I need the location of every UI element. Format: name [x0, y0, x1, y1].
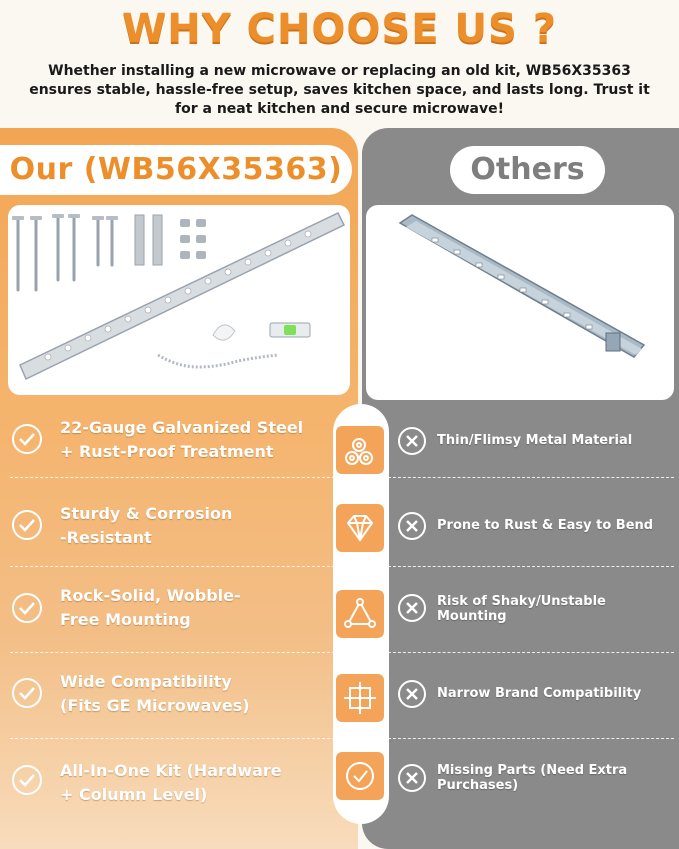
row-divider — [10, 738, 335, 739]
x-icon — [398, 680, 426, 708]
drawback-item — [437, 594, 606, 624]
x-icon — [398, 512, 426, 540]
feature-line: Rock-Solid, Wobble- — [60, 586, 241, 605]
feature-line: Free Mounting — [60, 610, 191, 629]
page-subtitle: Whether installing a new microwave or replacing an old kit, WB56X35363 ensures stable, hassle-free setup, saves kitchen space, and lasts long. Trust it for a neat kitchen and secure microwave! — [29, 63, 650, 117]
drawback-line: Thin/Flimsy Metal Material — [437, 433, 633, 448]
row-divider — [388, 738, 674, 739]
feature-item — [60, 759, 282, 807]
feature-line: 22-Gauge Galvanized Steel — [60, 418, 304, 437]
drawback-line: Purchases) — [437, 778, 519, 793]
row-divider — [388, 566, 674, 567]
feature-item — [60, 416, 303, 464]
drawback-item — [437, 686, 641, 701]
generic-bracket-illustration — [366, 205, 674, 400]
check-icon — [12, 510, 42, 540]
feature-line: Sturdy & Corrosion — [60, 504, 233, 523]
row-divider — [388, 477, 674, 478]
drawback-item — [437, 433, 632, 448]
drawback-line: Prone to Rust & Easy to Bend — [437, 518, 654, 533]
our-product-heading: Our (WB56X35363) — [0, 145, 352, 195]
diamond-icon — [336, 504, 384, 552]
drawback-line: Narrow Brand Compatibility — [437, 686, 642, 701]
feature-line: All-In-One Kit (Hardware — [60, 761, 282, 780]
row-divider — [10, 477, 335, 478]
x-icon — [398, 594, 426, 622]
triangle-nodes-icon — [336, 590, 384, 638]
our-product-image — [8, 205, 350, 395]
feature-item — [60, 670, 250, 718]
bracket-kit-illustration — [8, 205, 350, 395]
frame-cross-icon — [336, 674, 384, 722]
drawback-line: Mounting — [437, 609, 507, 624]
feature-item — [60, 584, 241, 632]
row-divider — [10, 652, 335, 653]
check-icon — [12, 424, 42, 454]
feature-line: Wide Compatibility — [60, 672, 232, 691]
x-icon — [398, 427, 426, 455]
row-divider — [10, 566, 335, 567]
page-title: WHY CHOOSE US ? — [122, 6, 557, 52]
clock-check-icon — [336, 752, 384, 800]
drawback-item — [437, 518, 653, 533]
others-heading: Others — [450, 146, 605, 194]
drawback-item — [437, 763, 627, 793]
check-icon — [12, 765, 42, 795]
row-divider — [388, 652, 674, 653]
feature-item — [60, 502, 232, 550]
check-icon — [12, 593, 42, 623]
feature-line: + Rust-Proof Treatment — [60, 442, 274, 461]
check-icon — [12, 678, 42, 708]
others-product-image — [366, 205, 674, 400]
steel-rolls-icon — [336, 426, 384, 474]
drawback-line: Missing Parts (Need Extra — [437, 763, 628, 778]
drawback-line: Risk of Shaky/Unstable — [437, 594, 606, 609]
feature-line: + Column Level) — [60, 785, 208, 804]
feature-line: (Fits GE Microwaves) — [60, 696, 250, 715]
feature-line: -Resistant — [60, 528, 152, 547]
x-icon — [398, 764, 426, 792]
